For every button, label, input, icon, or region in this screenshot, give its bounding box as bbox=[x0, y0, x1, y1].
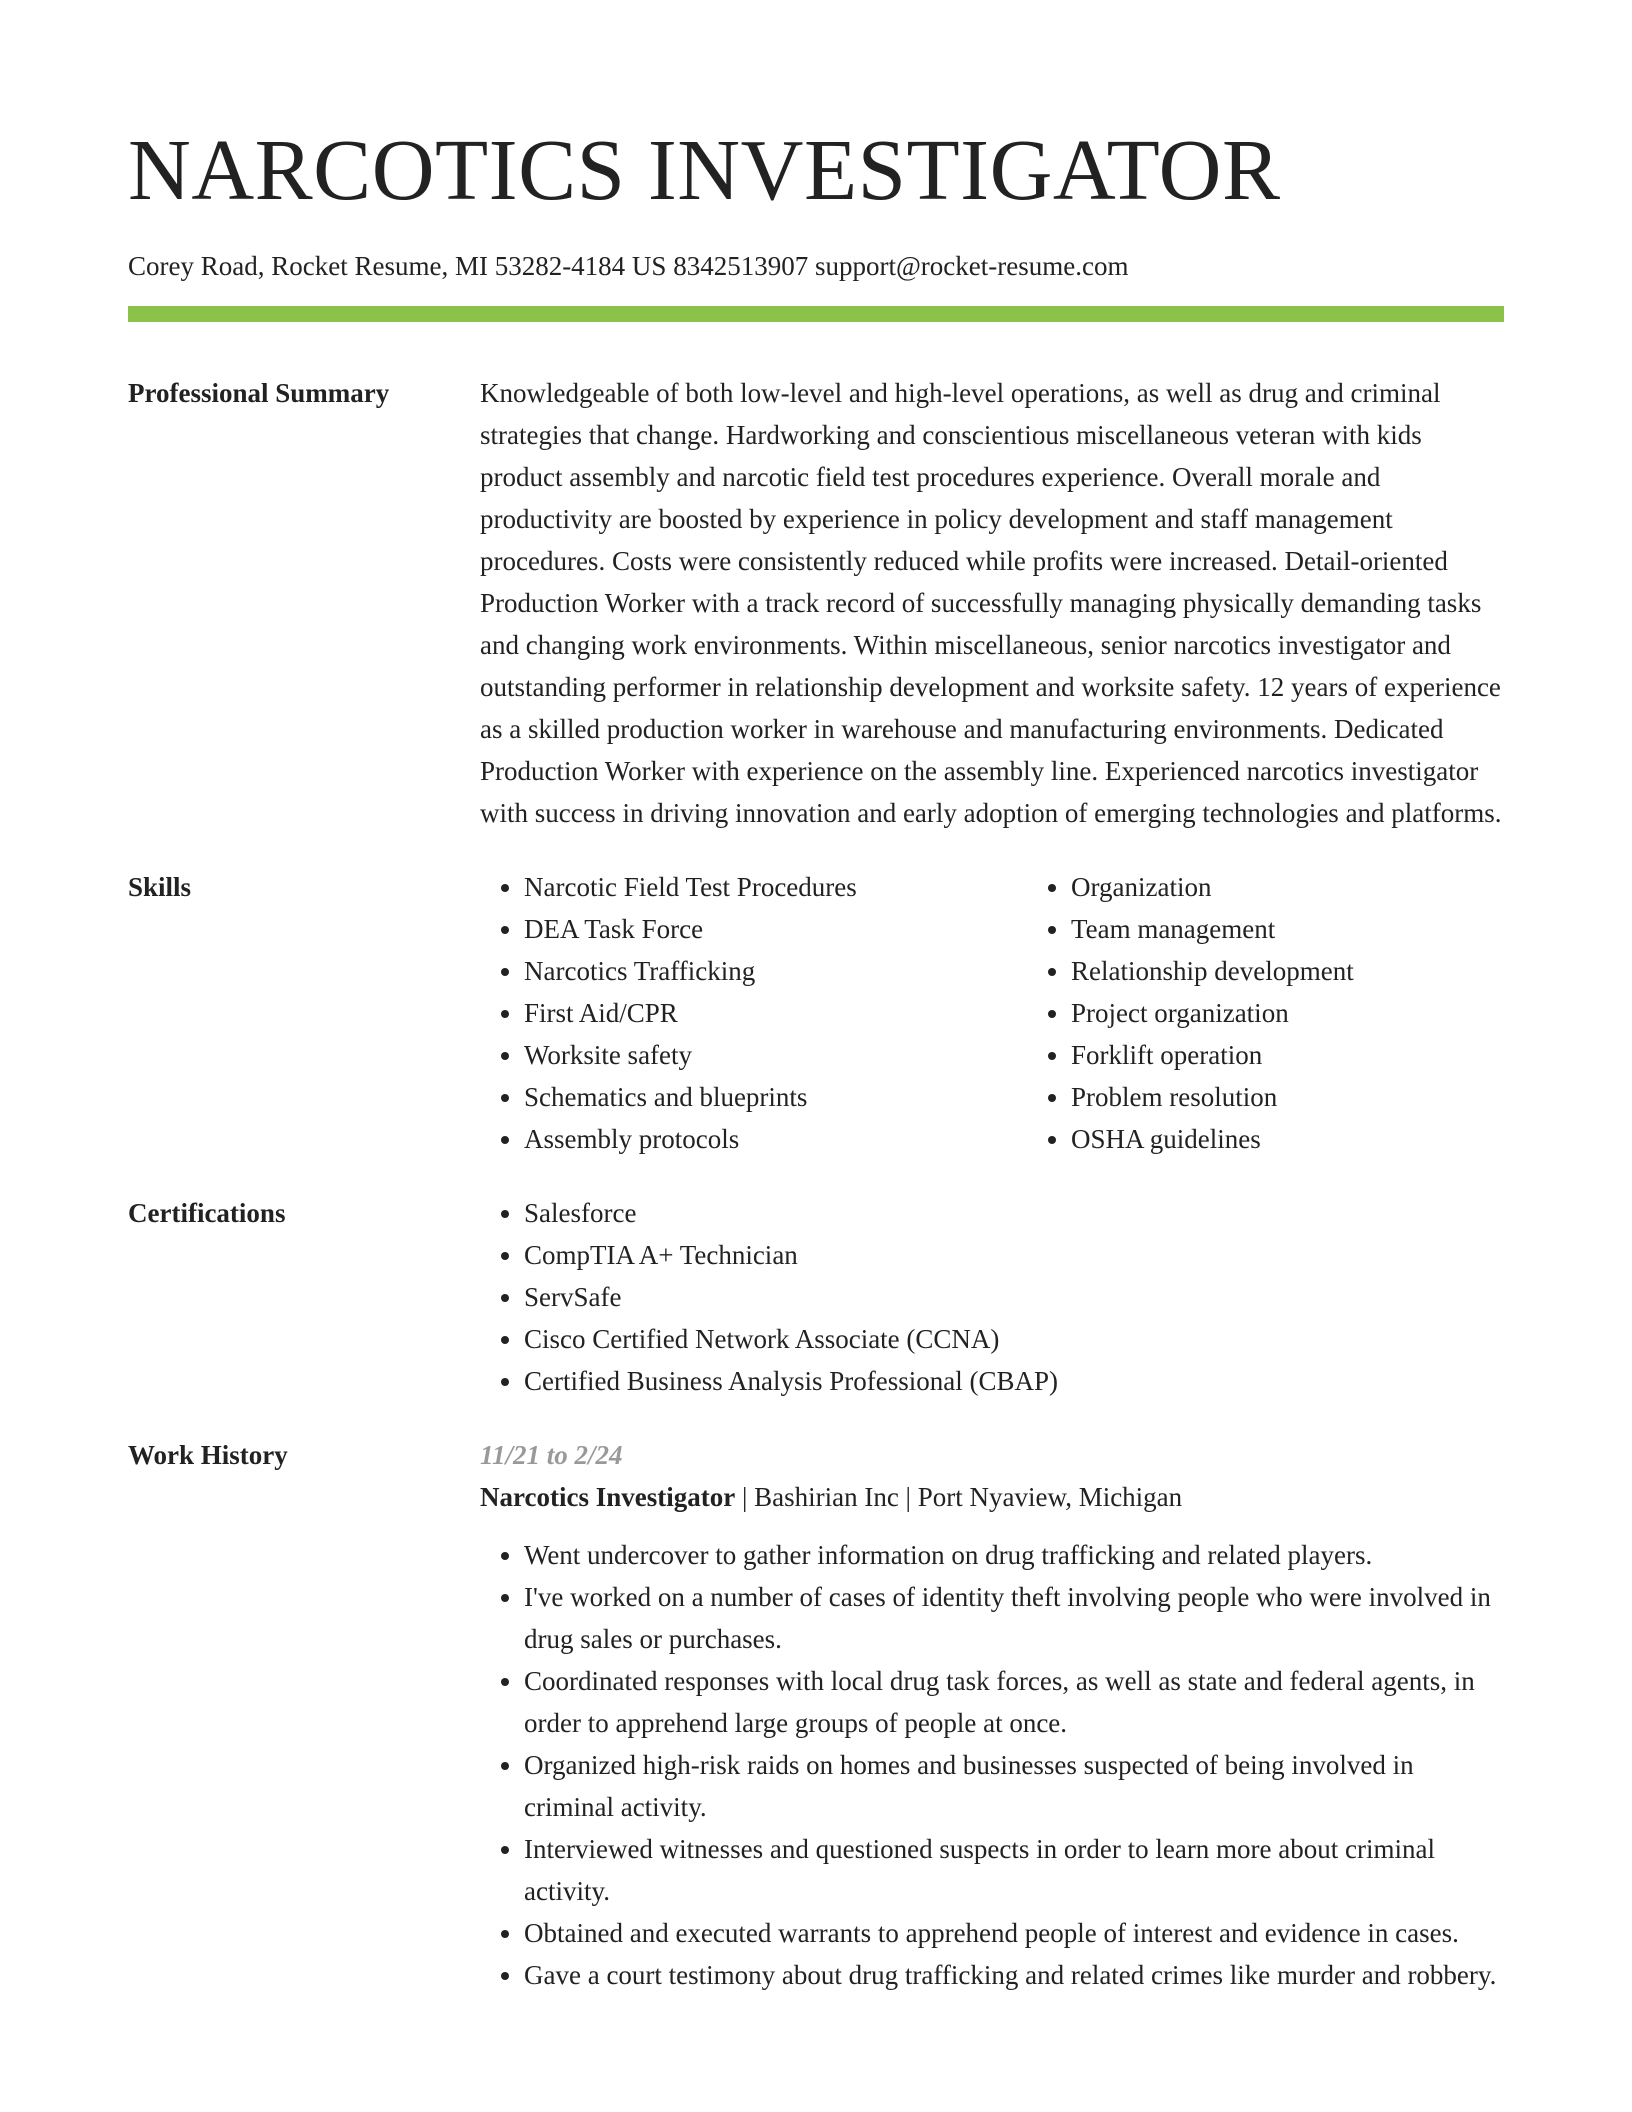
skill-item: • Organization bbox=[1071, 866, 1574, 908]
skill-item: • First Aid/CPR bbox=[524, 992, 1027, 1034]
job-bullet: • Interviewed witnesses and questioned suspects in order to learn more about criminal activity. bbox=[524, 1828, 1504, 1912]
job-heading bbox=[480, 1476, 1504, 1518]
job-bullet: • Obtained and executed warrants to apprehend people of interest and evidence in cases. bbox=[524, 1912, 1504, 1954]
skill-item: • OSHA guidelines bbox=[1071, 1118, 1574, 1160]
certification-item: • CompTIA A+ Technician bbox=[524, 1234, 1504, 1276]
job-bullet: • Organized high-risk raids on homes and businesses suspected of being involved in criminal activity. bbox=[524, 1744, 1504, 1828]
skill-item: • Relationship development bbox=[1071, 950, 1574, 992]
resume-title: NARCOTICS INVESTIGATOR bbox=[128, 121, 1281, 218]
certifications-section bbox=[128, 1192, 1504, 1402]
skill-item: • Team management bbox=[1071, 908, 1574, 950]
job-title: Narcotics Investigator bbox=[480, 1482, 736, 1512]
skill-item: • Narcotics Trafficking bbox=[524, 950, 1027, 992]
section-heading: Work History bbox=[128, 1440, 288, 1470]
job-bullets bbox=[480, 1534, 1504, 1996]
job-dates: 11/21 to 2/24 bbox=[480, 1440, 623, 1470]
job-bullet: • Gave a court testimony about drug trafficking and related crimes like murder and robbery. bbox=[524, 1954, 1504, 1996]
resume-page bbox=[128, 0, 1504, 1996]
skills-list-right bbox=[1027, 866, 1574, 1160]
job-bullet: • I've worked on a number of cases of identity theft involving people who were involved in drug sales or purchases. bbox=[524, 1576, 1504, 1660]
certifications-list bbox=[480, 1192, 1504, 1402]
skill-item: • Problem resolution bbox=[1071, 1076, 1574, 1118]
certification-item: • Salesforce bbox=[524, 1192, 1504, 1234]
skill-item: • Forklift operation bbox=[1071, 1034, 1574, 1076]
skill-item: • Project organization bbox=[1071, 992, 1574, 1034]
certification-item: • Certified Business Analysis Professional (CBAP) bbox=[524, 1360, 1504, 1402]
work-history-section bbox=[128, 1434, 1504, 1996]
summary-text: Knowledgeable of both low-level and high-level operations, as well as drug and criminal strategies that change. Hardworking and conscientious miscellaneous veteran with kids product assembly and narcotic field test procedures experience. Overall morale and productivity are boosted by experience in policy development and staff management procedures. Costs were consistently reduced while profits were increased. Detail-oriented Production Worker with a track record of successfully managing physically demanding tasks and changing work environments. Within miscellaneous, senior narcotics investigator and outstanding performer in relationship development and worksite safety. 12 years of experience as a skilled production worker in warehouse and manufacturing environments. Dedicated Production Worker with experience on the assembly line. Experienced narcotics investigator with success in driving innovation and early adoption of emerging technologies and platforms. bbox=[480, 378, 1502, 828]
skills-list-left bbox=[480, 866, 1027, 1160]
section-heading: Certifications bbox=[128, 1198, 286, 1228]
skill-item: • Schematics and blueprints bbox=[524, 1076, 1027, 1118]
professional-summary-section bbox=[128, 372, 1504, 834]
skill-item: • DEA Task Force bbox=[524, 908, 1027, 950]
certification-item: • Cisco Certified Network Associate (CCNA) bbox=[524, 1318, 1504, 1360]
job-details: | Bashirian Inc | Port Nyaview, Michigan bbox=[735, 1482, 1183, 1512]
skill-item: • Assembly protocols bbox=[524, 1118, 1027, 1160]
contact-line: Corey Road, Rocket Resume, MI 53282-4184 US 8342513907 support@rocket-resume.com bbox=[128, 251, 1129, 281]
job-bullet: • Went undercover to gather information on drug trafficking and related players. bbox=[524, 1534, 1504, 1576]
job-bullet: • Coordinated responses with local drug task forces, as well as state and federal agents, in order to apprehend large groups of people at once. bbox=[524, 1660, 1504, 1744]
accent-divider bbox=[128, 306, 1504, 322]
skill-item: • Worksite safety bbox=[524, 1034, 1027, 1076]
section-heading: Skills bbox=[128, 872, 192, 902]
certification-item: • ServSafe bbox=[524, 1276, 1504, 1318]
section-heading: Professional Summary bbox=[128, 378, 390, 408]
skills-section bbox=[128, 866, 1504, 1160]
skill-item: • Narcotic Field Test Procedures bbox=[524, 866, 1027, 908]
